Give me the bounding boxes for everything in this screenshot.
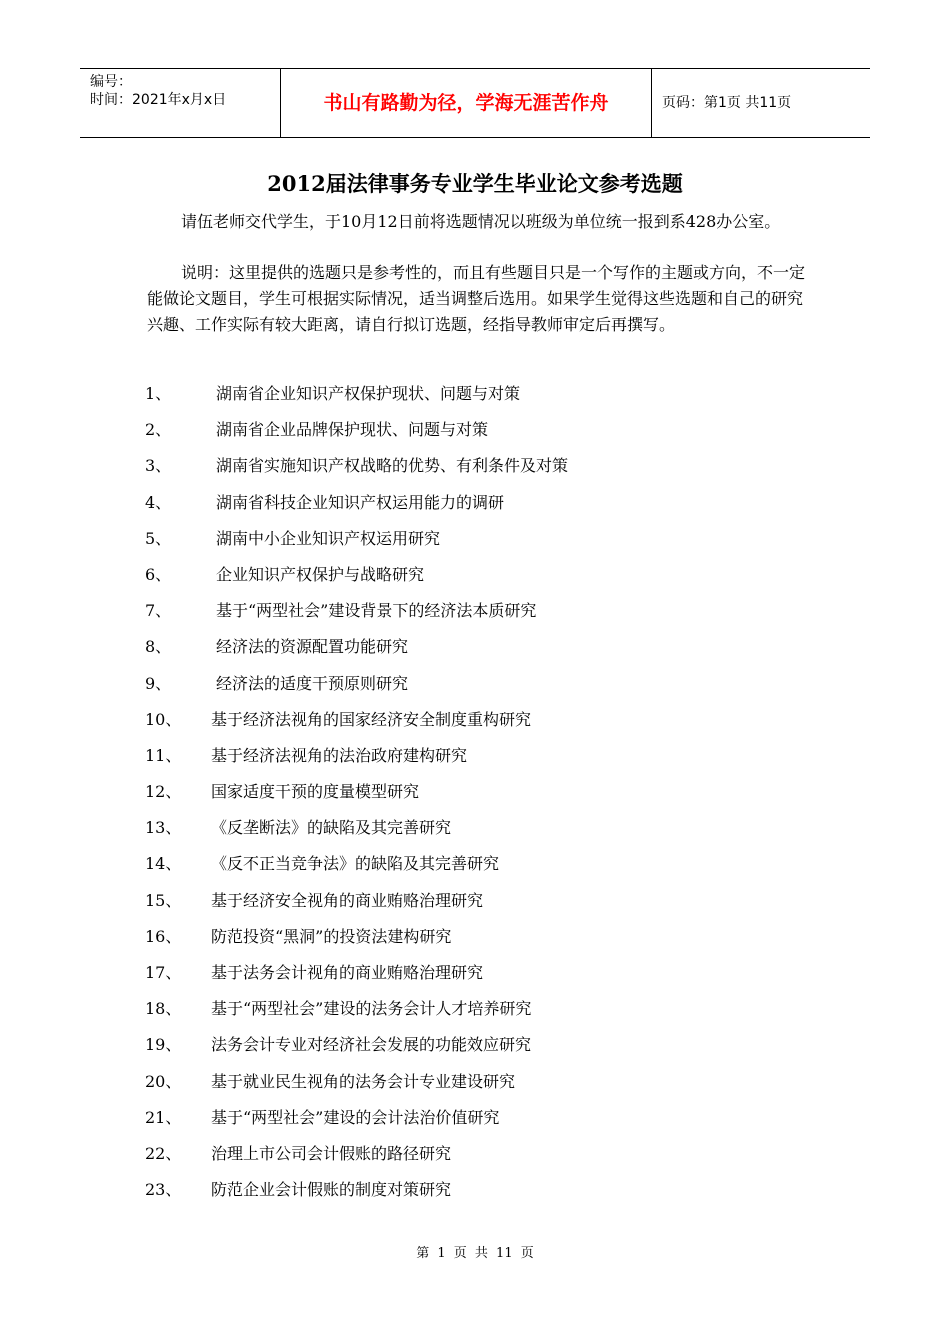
topic-text: 《反垄断法》的缺陷及其完善研究 (211, 818, 452, 838)
topic-number: 7、 (145, 601, 172, 621)
topic-number: 3、 (145, 456, 172, 476)
topic-item (145, 995, 845, 1031)
topic-item (145, 1104, 845, 1140)
topic-text: 企业知识产权保护与战略研究 (216, 564, 425, 584)
document-title: 2012届法律事务专业学生毕业论文参考选题 (267, 171, 683, 196)
topic-text: 经济法的适度干预原则研究 (216, 673, 409, 693)
header-motto: 书山有路勤为径，学海无涯苦作舟 (281, 69, 652, 137)
topic-text: 法务会计专业对经济社会发展的功能效应研究 (211, 1035, 532, 1055)
topic-text: 《反不正当竞争法》的缺陷及其完善研究 (211, 854, 500, 874)
topic-number: 9、 (145, 673, 172, 693)
topic-text: 经济法的资源配置功能研究 (216, 637, 409, 657)
topic-number: 13、 (145, 818, 182, 838)
topic-text: 湖南中小企业知识产权运用研究 (216, 528, 441, 548)
topic-text: 防范投资“黑洞”的投资法建构研究 (211, 926, 452, 946)
topic-number: 5、 (145, 528, 172, 548)
topic-number: 23、 (145, 1180, 182, 1200)
topic-item (145, 1031, 845, 1067)
topic-text: 基于“两型社会”建设的会计法治价值研究 (211, 1107, 500, 1127)
topic-text: 基于“两型社会”建设背景下的经济法本质研究 (216, 601, 537, 621)
topic-item (145, 742, 845, 778)
number-label: 编号： (90, 74, 132, 90)
topic-number: 4、 (145, 492, 172, 512)
topic-item (145, 959, 845, 995)
topic-item (145, 887, 845, 923)
topic-item (145, 1176, 845, 1212)
topic-number: 8、 (145, 637, 172, 657)
topic-number: 20、 (145, 1071, 182, 1091)
document-header (80, 68, 870, 138)
topic-text: 湖南省企业知识产权保护现状、问题与对策 (216, 384, 521, 403)
topic-number: 22、 (145, 1143, 182, 1163)
topic-item (145, 489, 845, 525)
topic-number: 19、 (145, 1035, 182, 1055)
topic-item (145, 814, 845, 850)
topic-item (145, 380, 845, 416)
topic-text: 防范企业会计假账的制度对策研究 (211, 1180, 452, 1200)
topic-item (145, 706, 845, 742)
topic-item (145, 452, 845, 488)
topic-item (145, 1140, 845, 1176)
topic-number: 18、 (145, 999, 182, 1019)
topic-text: 基于经济安全视角的商业贿赂治理研究 (211, 890, 484, 910)
topic-list (145, 380, 845, 1212)
topic-text: 治理上市公司会计假账的路径研究 (211, 1143, 452, 1163)
topic-number: 21、 (145, 1107, 182, 1127)
topic-text: 基于法务会计视角的商业贿赂治理研究 (211, 963, 484, 982)
topic-number: 17、 (145, 963, 182, 982)
topic-number: 14、 (145, 854, 182, 874)
topic-text: 湖南省企业品牌保护现状、问题与对策 (216, 420, 489, 440)
topic-number: 16、 (145, 926, 182, 946)
topic-item (145, 633, 845, 669)
topic-number: 11、 (145, 745, 182, 765)
note-paragraph: 说明：这里提供的选题只是参考性的，而且有些题目只是一个写作的主题或方向，不一定能做论文题目，学生可根据实际情况，适当调整后选用。如果学生觉得这些选题和自己的研究兴趣、工作实际有较大距离，请自行拟订选题，经指导教师审定后再撰写。 (147, 263, 806, 334)
page-footer: 第 1 页 共 11 页 (416, 1246, 534, 1261)
topic-text: 基于经济法视角的法治政府建构研究 (211, 745, 468, 765)
topic-number: 6、 (145, 564, 172, 584)
topic-number: 12、 (145, 782, 182, 802)
topic-text: 湖南省实施知识产权战略的优势、有利条件及对策 (216, 456, 569, 476)
topic-item (145, 561, 845, 597)
topic-number: 2、 (145, 420, 172, 440)
time-label: 时间：2021年x月x日 (90, 92, 227, 108)
topic-text: 国家适度干预的度量模型研究 (211, 782, 420, 802)
topic-number: 1、 (145, 384, 172, 403)
topic-item (145, 416, 845, 452)
topic-item (145, 850, 845, 886)
topic-item (145, 923, 845, 959)
topic-number: 10、 (145, 709, 182, 729)
topic-text: 基于经济法视角的国家经济安全制度重构研究 (211, 709, 532, 729)
header-meta-cell (80, 69, 281, 137)
topic-item (145, 778, 845, 814)
topic-item (145, 597, 845, 633)
topic-text: 湖南省科技企业知识产权运用能力的调研 (216, 492, 505, 512)
topic-item (145, 1068, 845, 1104)
topic-text: 基于就业民生视角的法务会计专业建设研究 (211, 1071, 516, 1091)
topic-text: 基于“两型社会”建设的法务会计人才培养研究 (211, 999, 532, 1019)
topic-number: 15、 (145, 890, 182, 910)
header-page-info: 页码：第1页 共11页 (662, 95, 792, 111)
topic-item (145, 525, 845, 561)
topic-item (145, 670, 845, 706)
intro-paragraph: 请伍老师交代学生，于10月12日前将选题情况以班级为单位统一报到系428办公室。 (181, 212, 781, 231)
